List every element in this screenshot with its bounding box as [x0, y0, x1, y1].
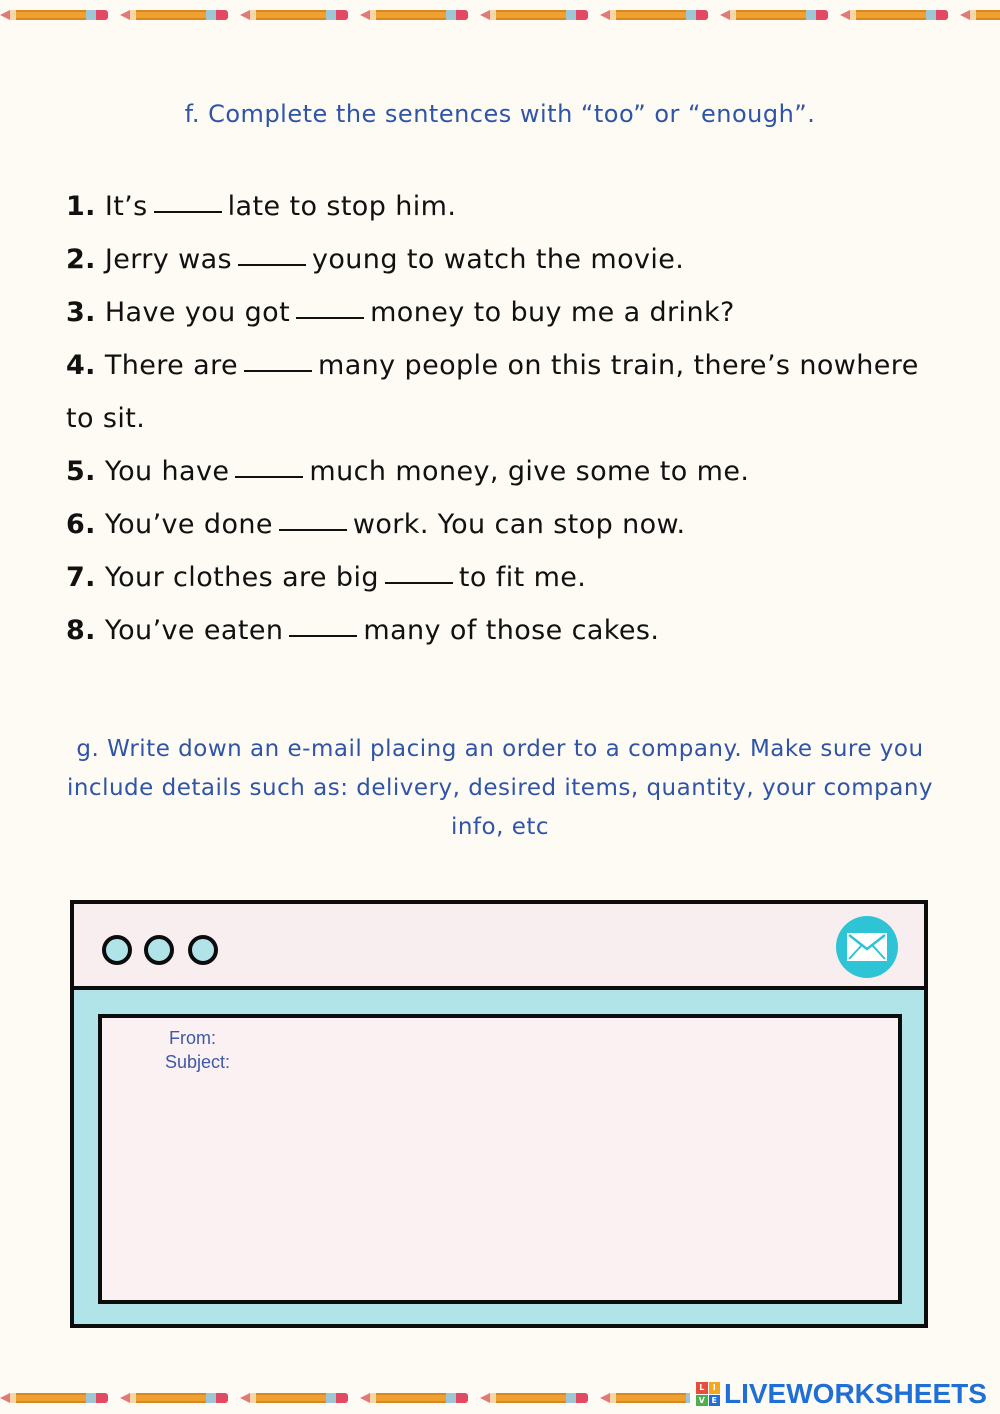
pencil-icon	[120, 1393, 228, 1403]
pencil-border-bottom	[0, 1388, 690, 1408]
pencil-border-top	[0, 5, 1000, 25]
sentence-number: 7.	[66, 562, 96, 593]
sentence-before: You have	[104, 456, 230, 487]
logo-mark-icon	[696, 1382, 720, 1406]
window-dot-icon	[144, 935, 174, 965]
envelope-icon	[836, 916, 898, 978]
logo-letter: I	[709, 1382, 721, 1394]
sentence-item	[66, 180, 946, 233]
sentence-after: young to watch the movie.	[312, 244, 685, 275]
answer-blank[interactable]	[385, 568, 453, 584]
answer-blank[interactable]	[289, 621, 357, 637]
sentence-number: 8.	[66, 615, 96, 646]
answer-blank[interactable]	[238, 250, 306, 266]
email-window	[70, 900, 928, 1328]
pencil-icon	[600, 10, 708, 20]
window-dot-icon	[188, 935, 218, 965]
answer-blank[interactable]	[235, 462, 303, 478]
answer-blank[interactable]	[296, 303, 364, 319]
sentence-after: many people on this train, there’s nowhere to sit.	[66, 350, 919, 434]
subject-label: Subject:	[164, 1052, 230, 1072]
pencil-icon	[0, 1393, 108, 1403]
answer-blank[interactable]	[279, 515, 347, 531]
sentence-before: Have you got	[104, 297, 291, 328]
sentence-item	[66, 604, 946, 657]
sentence-item	[66, 551, 946, 604]
logo-text: LIVEWORKSHEETS	[724, 1378, 987, 1409]
sentence-number: 2.	[66, 244, 96, 275]
pencil-icon	[840, 10, 948, 20]
sentence-list	[66, 180, 946, 657]
pencil-icon	[0, 10, 108, 20]
pencil-icon	[960, 10, 1000, 20]
answer-blank[interactable]	[154, 197, 222, 213]
sentence-number: 6.	[66, 509, 96, 540]
sentence-after: much money, give some to me.	[309, 456, 750, 487]
pencil-icon	[120, 10, 228, 20]
logo-letter: E	[709, 1395, 721, 1407]
pencil-icon	[480, 1393, 588, 1403]
sentence-item	[66, 498, 946, 551]
email-body[interactable]	[98, 1014, 902, 1304]
pencil-icon	[360, 1393, 468, 1403]
from-label: From:	[169, 1028, 216, 1048]
answer-blank[interactable]	[244, 356, 312, 372]
sentence-number: 3.	[66, 297, 96, 328]
email-titlebar	[74, 904, 924, 990]
pencil-icon	[240, 10, 348, 20]
sentence-item	[66, 445, 946, 498]
sentence-before: It’s	[104, 191, 148, 222]
pencil-icon	[360, 10, 468, 20]
sentence-number: 1.	[66, 191, 96, 222]
sentence-after: money to buy me a drink?	[370, 297, 735, 328]
sentence-before: You’ve done	[104, 509, 273, 540]
sentence-before: You’ve eaten	[104, 615, 284, 646]
sentence-before: Your clothes are big	[104, 562, 379, 593]
pencil-icon	[480, 10, 588, 20]
section-g-instruction: g. Write down an e-mail placing an order to a company. Make sure you include details such as: delivery, desired items, quantity, your company info, etc	[66, 736, 934, 840]
sentence-after: many of those cakes.	[363, 615, 660, 646]
sentence-number: 5.	[66, 456, 96, 487]
sentence-before: Jerry was	[104, 244, 232, 275]
window-dot-icon	[102, 935, 132, 965]
sentence-after: to fit me.	[458, 562, 587, 593]
sentence-after: late to stop him.	[227, 191, 457, 222]
liveworksheets-logo	[696, 1378, 987, 1410]
sentence-item	[66, 286, 946, 339]
pencil-icon	[240, 1393, 348, 1403]
logo-letter: L	[696, 1382, 708, 1394]
sentence-after: work. You can stop now.	[352, 509, 686, 540]
pencil-icon	[600, 1393, 690, 1403]
section-f-instruction: f. Complete the sentences with “too” or “enough”.	[184, 100, 816, 128]
sentence-item	[66, 233, 946, 286]
sentence-item	[66, 339, 946, 445]
pencil-icon	[720, 10, 828, 20]
sentence-before: There are	[104, 350, 239, 381]
sentence-number: 4.	[66, 350, 96, 381]
logo-letter: V	[696, 1395, 708, 1407]
